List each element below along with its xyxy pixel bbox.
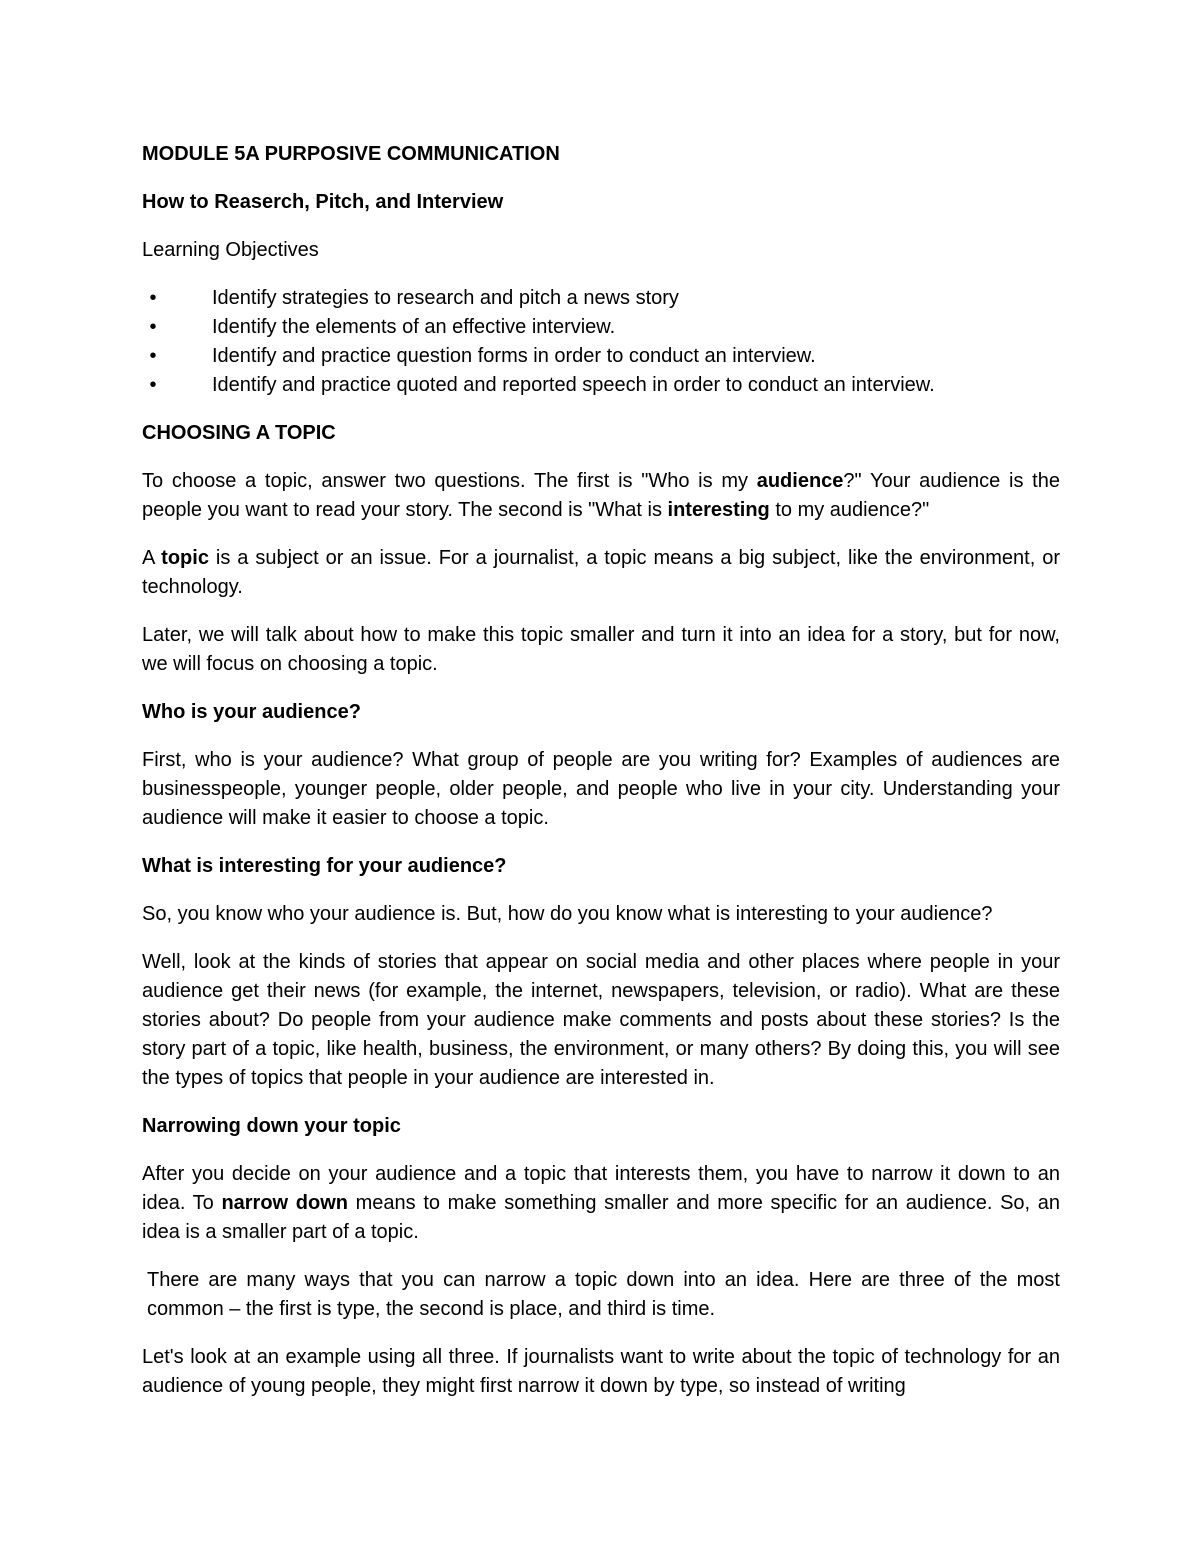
- emphasis-interesting: interesting: [667, 499, 770, 521]
- text-run: means to make something smaller and more specific for an audience. So, an idea is a smaller part of a topic.: [142, 1192, 1060, 1243]
- bullet-icon: •: [149, 345, 157, 367]
- list-item: [142, 371, 1060, 400]
- emphasis-topic: topic: [161, 547, 209, 569]
- paragraph-interesting-2: Well, look at the kinds of stories that appear on social media and other places where people in your audience get their news (for example, the internet, newspapers, television, or radio). What are these stories about? Do people from your audience make comments and posts about these stories? Is the story part of a topic, like health, business, the environment, or many others? By doing this, you will see the types of topics that people in your audience are interested in.: [142, 951, 1060, 1089]
- text-run: After you decide on your audience and a topic that interests them, you have to narrow it down to an idea. To: [142, 1163, 1060, 1214]
- text-run: to my audience?": [769, 499, 930, 521]
- emphasis-narrow-down: narrow down: [221, 1192, 348, 1214]
- objective-text: Identify the elements of an effective interview.: [212, 316, 616, 338]
- objectives-label: Learning Objectives: [142, 239, 319, 261]
- list-item: [142, 284, 1060, 313]
- document-subtitle: How to Reaserch, Pitch, and Interview: [142, 191, 504, 213]
- paragraph-narrowing-1: [142, 1160, 1060, 1247]
- heading-narrowing-down: Narrowing down your topic: [142, 1115, 401, 1137]
- bullet-icon: •: [149, 287, 157, 309]
- section-heading-choosing-topic: CHOOSING A TOPIC: [142, 422, 336, 444]
- document-page: [142, 140, 1060, 1420]
- paragraph-later: Later, we will talk about how to make this topic smaller and turn it into an idea for a story, but for now, we will focus on choosing a topic.: [142, 624, 1060, 675]
- paragraph-choose-topic: [142, 467, 1060, 525]
- text-run: To choose a topic, answer two questions. The first is "Who is my: [142, 470, 757, 492]
- bullet-icon: •: [149, 374, 157, 396]
- text-run: is a subject or an issue. For a journalist, a topic means a big subject, like the environment, or technology.: [142, 547, 1060, 598]
- bullet-icon: •: [149, 316, 157, 338]
- objectives-list: [142, 284, 1060, 400]
- emphasis-audience: audience: [756, 470, 844, 492]
- document-title: MODULE 5A PURPOSIVE COMMUNICATION: [142, 143, 560, 165]
- heading-what-is-interesting: What is interesting for your audience?: [142, 855, 507, 877]
- list-item: [142, 342, 1060, 371]
- objective-text: Identify strategies to research and pitch a news story: [212, 287, 679, 309]
- text-run: A: [142, 547, 162, 569]
- paragraph-topic-definition: [142, 544, 1060, 602]
- objective-text: Identify and practice quoted and reported speech in order to conduct an interview.: [212, 374, 935, 396]
- heading-who-is-audience: Who is your audience?: [142, 701, 361, 723]
- paragraph-narrowing-3: Let's look at an example using all three. If journalists want to write about the topic of technology for an audience of young people, they might first narrow it down by type, so instead of writing: [142, 1346, 1060, 1397]
- list-item: [142, 313, 1060, 342]
- text-run: ?" Your audience is the people you want to read your story. The second is "What is: [142, 470, 1060, 521]
- paragraph-interesting-1: So, you know who your audience is. But, how do you know what is interesting to your audience?: [142, 903, 993, 925]
- objective-text: Identify and practice question forms in order to conduct an interview.: [212, 345, 816, 367]
- paragraph-audience: First, who is your audience? What group of people are you writing for? Examples of audiences are businesspeople, younger people, older people, and people who live in your city. Understanding your audience will make it easier to choose a topic.: [142, 749, 1060, 829]
- paragraph-narrowing-2: There are many ways that you can narrow a topic down into an idea. Here are three of the most common – the first is type, the second is place, and third is time.: [147, 1269, 1060, 1320]
